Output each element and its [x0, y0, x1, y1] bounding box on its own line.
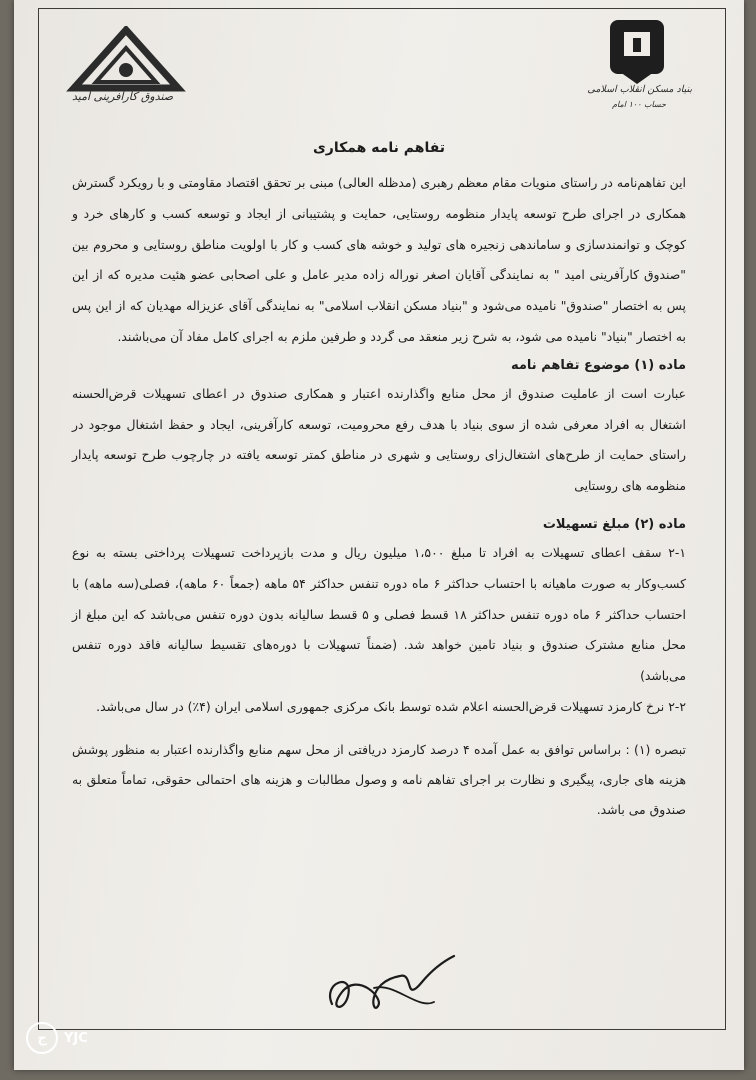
signature	[314, 952, 464, 1022]
yjc-watermark-text: YJC	[64, 1030, 88, 1046]
document-paper	[14, 0, 744, 1070]
document-title: تفاهم نامه همکاری	[312, 140, 446, 156]
document-body	[72, 168, 686, 825]
bonyad-maskan-logo	[582, 14, 692, 114]
yjc-logo-icon: ج	[26, 1022, 58, 1054]
bonyad-logo-subcaption: حساب ۱۰۰ امام	[612, 100, 666, 109]
intro-paragraph: این تفاهم‌نامه در راستای منویات مقام معظم رهبری (مدظله العالی) مبنی بر تحقق اقتصاد مقاومتی و با رویکرد گسترش همکاری در اجرای طرح توسعه پایدار منظومه روستایی، حمایت و پشتیبانی از ایجاد و توسعه کسب و کارهای خرد و کوچک و توانمندسازی و ساماندهی زنجیره های تولید و خوشه های کسب و کار با اولویت مناطق روستایی و محروم بین "صندوق کارآفرینی امید " به نمایندگی آقایان اصغر نوراله زاده مدیر عامل و علی اصحابی عضو هئیت مدیره که از این پس به اختصار "صندوق" نامیده می‌شود و "بنیاد مسکن انقلاب اسلامی" به نمایندگی آقای عزیزاله مهدیان که از این پس به اختصار "بنیاد" نامیده می شود، به شرح زیر منعقد می گردد و طرفین ملزم به اجرای کامل مفاد آن می‌باشند.	[72, 175, 686, 344]
yjc-watermark	[26, 1022, 88, 1054]
note-1: تبصره (۱) : براساس توافق به عمل آمده ۴ درصد کارمزد دریافتی از محل سهم منابع واگذارنده اعتبار به منظور پوشش هزینه های جاری، پیگیری و نظارت بر اجرای تفاهم نامه و وصول مطالبات و هزینه های احتمالی حقوقی، تماماً متعلق به صندوق می باشد.	[72, 741, 686, 817]
omid-logo-caption: صندوق کارآفرینی امید	[72, 90, 174, 103]
article-2-clause-2: ۲-۲ نرخ کارمزد تسهیلات قرض‌الحسنه اعلام شده توسط بانک مرکزی جمهوری اسلامی ایران (۴٪) در سال می‌باشد.	[96, 698, 686, 714]
article-2-heading: ماده (۲) مبلغ تسهیلات	[542, 516, 686, 532]
article-1-heading: ماده (۱) موضوع تفاهم نامه	[510, 357, 686, 373]
bonyad-logo-caption: بنیاد مسکن انقلاب اسلامی	[587, 84, 692, 95]
article-1-text: عبارت است از عاملیت صندوق از محل منابع واگذارنده اعتبار و همکاری صندوق در اعطای تسهیلات قرض‌الحسنه اشتغال به افراد معرفی شده از سوی بنیاد با هدف رفع محرومیت، توسعه کارآفرینی، ایجاد و حفظ اشتغال موجود در راستای حمایت از طرح‌های اشتغال‌زای روستایی و شهری در مناطق کمتر توسعه یافته در چارچوب طرح توسعه پایدار منظومه های روستایی	[72, 385, 686, 494]
article-2-clause-1: ۲-۱ سقف اعطای تسهیلات به افراد تا مبلغ ۱،۵۰۰ میلیون ریال و مدت بازپرداخت تسهیلات پرداختی بسته به نوع کسب‌وکار به صورت ماهیانه با احتساب حداکثر ۶ ماه دوره تنفس حداکثر ۵۴ ماهه (جمعاً ۶۰ ماهه)، فصلی(سه ماهه) با احتساب حداکثر ۶ ماه دوره تنفس حداکثر ۱۸ قسط فصلی و ۵ قسط سالیانه بدون دوره تنفس می‌باشد که این مبلغ از محل منابع مشترک صندوق و بنیاد تامین خواهد شد. (ضمناً تسهیلات با دوره‌های تقسیط سالیانه فاقد دوره تنفس می‌باشد)	[72, 544, 686, 684]
